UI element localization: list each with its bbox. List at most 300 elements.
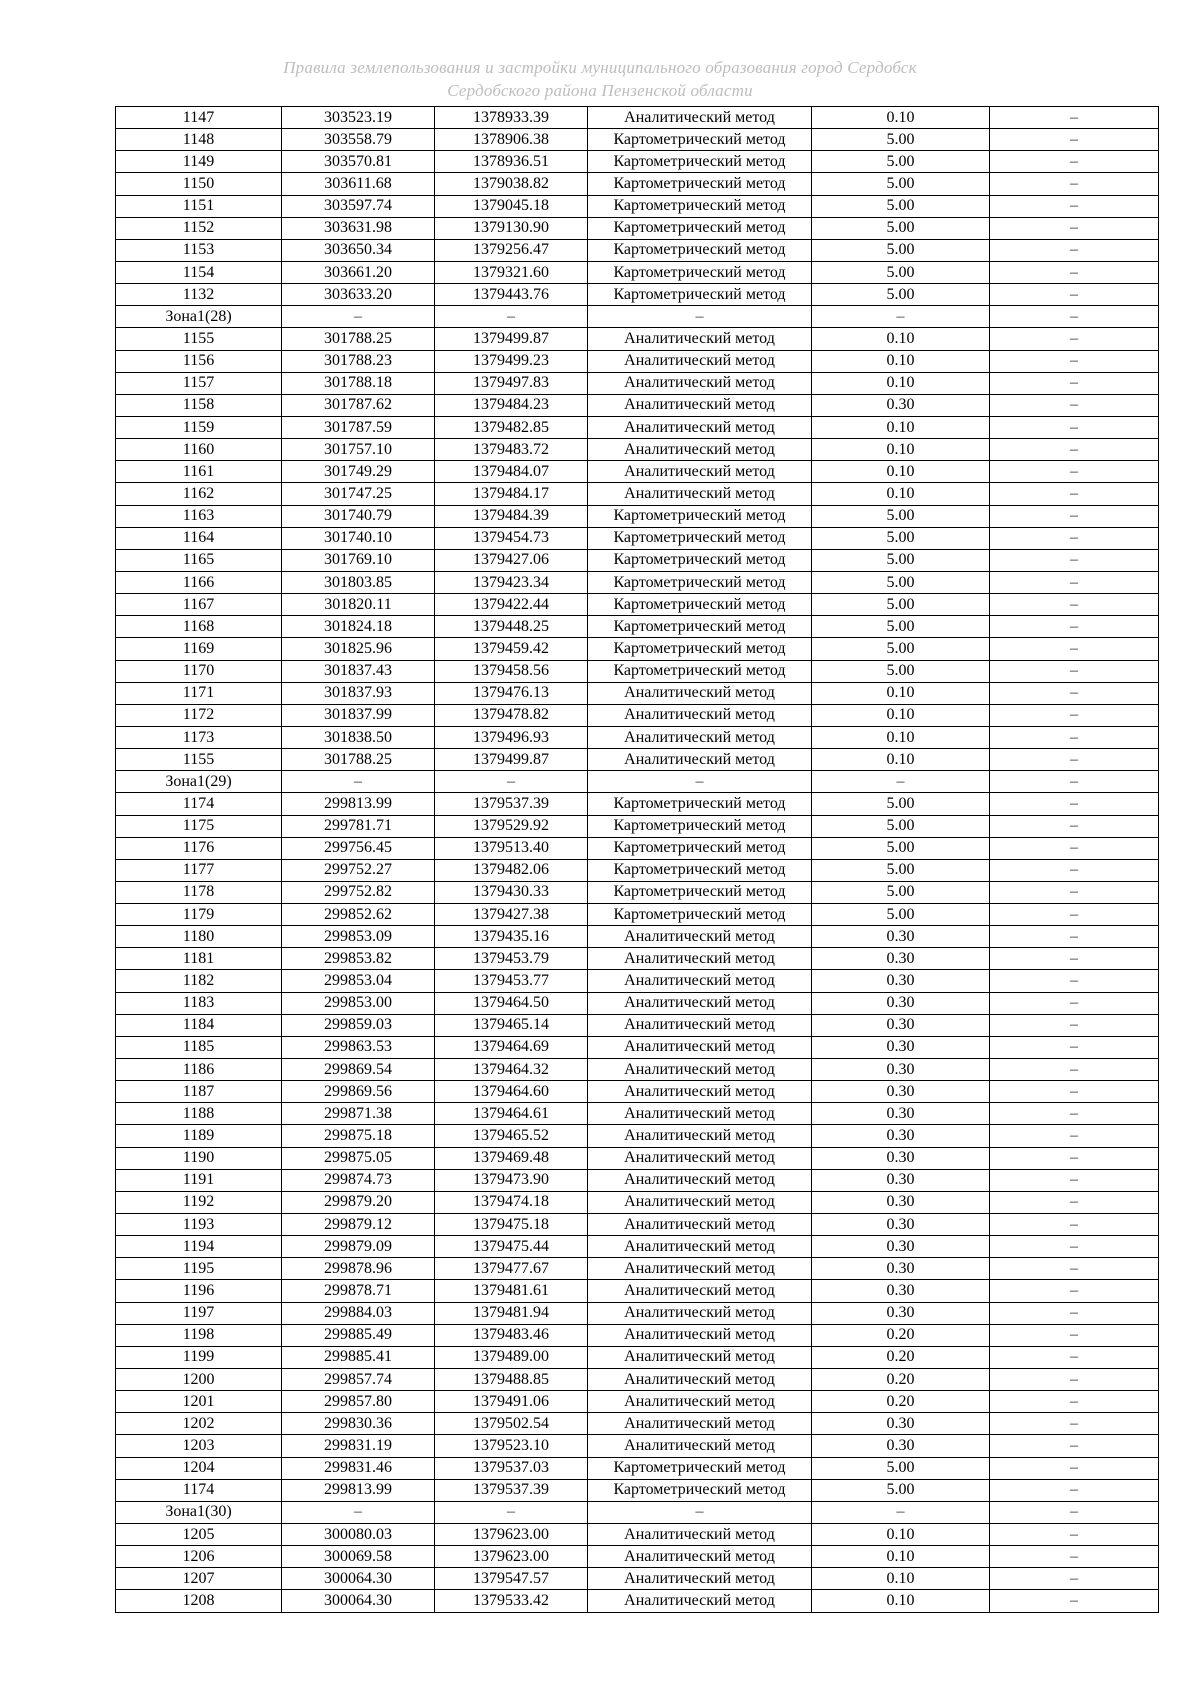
remark-cell: – [990,129,1159,151]
accuracy-cell: 0.20 [812,1369,990,1391]
method-cell: Аналитический метод [588,372,812,394]
accuracy-cell: 5.00 [812,638,990,660]
remark-cell: – [990,704,1159,726]
accuracy-cell: 0.10 [812,1546,990,1568]
table-row [116,1413,1159,1435]
y-coordinate-cell: 1379537.03 [435,1457,588,1479]
remark-cell: – [990,926,1159,948]
y-coordinate-cell: 1379496.93 [435,726,588,748]
method-cell: Картометрический метод [588,793,812,815]
accuracy-cell: 0.10 [812,1568,990,1590]
x-coordinate-cell: 299885.41 [282,1346,435,1368]
remark-cell: – [990,372,1159,394]
table-row [116,881,1159,903]
table-row [116,1214,1159,1236]
method-cell: – [588,771,812,793]
accuracy-cell: 5.00 [812,616,990,638]
x-coordinate-cell: 299752.82 [282,881,435,903]
accuracy-cell: 0.10 [812,461,990,483]
accuracy-cell: 0.10 [812,416,990,438]
table-row [116,793,1159,815]
y-coordinate-cell: 1379481.61 [435,1280,588,1302]
remark-cell: – [990,1413,1159,1435]
zone-header-row [116,1501,1159,1523]
method-cell: Аналитический метод [588,1147,812,1169]
method-cell: Аналитический метод [588,328,812,350]
table-row [116,107,1159,129]
point-number-cell: 1175 [116,815,282,837]
accuracy-cell: 0.10 [812,704,990,726]
x-coordinate-cell: 299857.80 [282,1391,435,1413]
table-row [116,926,1159,948]
accuracy-cell: 5.00 [812,261,990,283]
y-coordinate-cell: 1379459.42 [435,638,588,660]
accuracy-cell: 0.30 [812,1036,990,1058]
point-number-cell: 1192 [116,1191,282,1213]
table-row [116,549,1159,571]
method-cell: Аналитический метод [588,1302,812,1324]
accuracy-cell: 5.00 [812,837,990,859]
method-cell: Аналитический метод [588,1125,812,1147]
point-number-cell: 1181 [116,948,282,970]
method-cell: Картометрический метод [588,549,812,571]
y-coordinate-cell: 1379491.06 [435,1391,588,1413]
x-coordinate-cell: 299884.03 [282,1302,435,1324]
remark-cell: – [990,1059,1159,1081]
table-row [116,992,1159,1014]
accuracy-cell: 5.00 [812,1479,990,1501]
y-coordinate-cell: 1378936.51 [435,151,588,173]
remark-cell: – [990,1479,1159,1501]
x-coordinate-cell: 303570.81 [282,151,435,173]
remark-cell: – [990,350,1159,372]
x-coordinate-cell: 299853.09 [282,926,435,948]
accuracy-cell: 0.30 [812,1435,990,1457]
x-coordinate-cell: 301757.10 [282,439,435,461]
point-number-cell: 1204 [116,1457,282,1479]
y-coordinate-cell: 1379427.06 [435,549,588,571]
point-number-cell: 1149 [116,151,282,173]
method-cell: Картометрический метод [588,217,812,239]
accuracy-cell: 5.00 [812,904,990,926]
x-coordinate-cell: 301747.25 [282,483,435,505]
table-row [116,704,1159,726]
remark-cell: – [990,948,1159,970]
accuracy-cell: 0.30 [812,1236,990,1258]
x-coordinate-cell: 301824.18 [282,616,435,638]
method-cell: Аналитический метод [588,107,812,129]
remark-cell: – [990,173,1159,195]
y-coordinate-cell: 1379130.90 [435,217,588,239]
table-row [116,594,1159,616]
x-coordinate-cell: 303558.79 [282,129,435,151]
point-number-cell: 1174 [116,1479,282,1501]
y-coordinate-cell: – [435,1501,588,1523]
x-coordinate-cell: 301788.25 [282,749,435,771]
y-coordinate-cell: 1379483.72 [435,439,588,461]
y-coordinate-cell: 1379484.39 [435,505,588,527]
point-number-cell: 1132 [116,284,282,306]
point-number-cell: 1202 [116,1413,282,1435]
table-row [116,904,1159,926]
table-row [116,726,1159,748]
accuracy-cell: 0.30 [812,1191,990,1213]
table-row [116,859,1159,881]
remark-cell: – [990,1125,1159,1147]
remark-cell: – [990,726,1159,748]
method-cell: Аналитический метод [588,948,812,970]
method-cell: Картометрический метод [588,505,812,527]
y-coordinate-cell: 1379537.39 [435,793,588,815]
remark-cell: – [990,1590,1159,1612]
x-coordinate-cell: 299879.12 [282,1214,435,1236]
method-cell: Картометрический метод [588,1479,812,1501]
y-coordinate-cell: 1379453.79 [435,948,588,970]
remark-cell: – [990,660,1159,682]
y-coordinate-cell: 1379475.44 [435,1236,588,1258]
remark-cell: – [990,1280,1159,1302]
point-number-cell: 1187 [116,1081,282,1103]
method-cell: Аналитический метод [588,1258,812,1280]
table-row [116,815,1159,837]
table-row [116,1457,1159,1479]
accuracy-cell: 5.00 [812,594,990,616]
point-number-cell: 1165 [116,549,282,571]
accuracy-cell: 0.30 [812,1103,990,1125]
y-coordinate-cell: 1379427.38 [435,904,588,926]
point-number-cell: 1177 [116,859,282,881]
y-coordinate-cell: 1379482.85 [435,416,588,438]
x-coordinate-cell: 299831.46 [282,1457,435,1479]
remark-cell: – [990,1501,1159,1523]
x-coordinate-cell: 301749.29 [282,461,435,483]
x-coordinate-cell: 303650.34 [282,239,435,261]
remark-cell: – [990,505,1159,527]
method-cell: Аналитический метод [588,439,812,461]
remark-cell: – [990,1346,1159,1368]
x-coordinate-cell: 299875.18 [282,1125,435,1147]
method-cell: Аналитический метод [588,1590,812,1612]
x-coordinate-cell: 299853.00 [282,992,435,1014]
method-cell: Аналитический метод [588,1369,812,1391]
x-coordinate-cell: – [282,1501,435,1523]
y-coordinate-cell: 1379499.87 [435,328,588,350]
remark-cell: – [990,992,1159,1014]
remark-cell: – [990,306,1159,328]
point-number-cell: 1169 [116,638,282,660]
remark-cell: – [990,881,1159,903]
method-cell: Картометрический метод [588,195,812,217]
point-number-cell: 1201 [116,1391,282,1413]
y-coordinate-cell: 1379476.13 [435,682,588,704]
method-cell: Картометрический метод [588,594,812,616]
x-coordinate-cell: 303631.98 [282,217,435,239]
method-cell: – [588,306,812,328]
remark-cell: – [990,1147,1159,1169]
point-number-cell: 1152 [116,217,282,239]
point-number-cell: 1186 [116,1059,282,1081]
remark-cell: – [990,239,1159,261]
method-cell: Аналитический метод [588,1169,812,1191]
x-coordinate-cell: 299879.20 [282,1191,435,1213]
accuracy-cell: 0.10 [812,682,990,704]
x-coordinate-cell: 299863.53 [282,1036,435,1058]
x-coordinate-cell: 299853.82 [282,948,435,970]
x-coordinate-cell: 299756.45 [282,837,435,859]
x-coordinate-cell: 301825.96 [282,638,435,660]
method-cell: Аналитический метод [588,1524,812,1546]
accuracy-cell: 0.30 [812,394,990,416]
table-row [116,1036,1159,1058]
point-number-cell: 1180 [116,926,282,948]
remark-cell: – [990,970,1159,992]
remark-cell: – [990,815,1159,837]
table-row [116,217,1159,239]
remark-cell: – [990,1391,1159,1413]
y-coordinate-cell: 1379422.44 [435,594,588,616]
x-coordinate-cell: 299831.19 [282,1435,435,1457]
accuracy-cell: 0.30 [812,1258,990,1280]
zone-header-row [116,771,1159,793]
y-coordinate-cell: 1379481.94 [435,1302,588,1324]
table-row [116,1391,1159,1413]
remark-cell: – [990,1236,1159,1258]
point-number-cell: 1191 [116,1169,282,1191]
method-cell: Аналитический метод [588,350,812,372]
table-row [116,461,1159,483]
y-coordinate-cell: 1379435.16 [435,926,588,948]
y-coordinate-cell: 1379475.18 [435,1214,588,1236]
point-number-cell: 1179 [116,904,282,926]
remark-cell: – [990,1457,1159,1479]
point-number-cell: 1178 [116,881,282,903]
method-cell: Картометрический метод [588,239,812,261]
y-coordinate-cell: 1379513.40 [435,837,588,859]
remark-cell: – [990,483,1159,505]
accuracy-cell: 0.10 [812,749,990,771]
table-row [116,660,1159,682]
x-coordinate-cell: 303633.20 [282,284,435,306]
accuracy-cell: 0.30 [812,1081,990,1103]
accuracy-cell: 5.00 [812,881,990,903]
y-coordinate-cell: 1378906.38 [435,129,588,151]
point-number-cell: 1155 [116,749,282,771]
point-number-cell: 1150 [116,173,282,195]
remark-cell: – [990,527,1159,549]
accuracy-cell: 5.00 [812,173,990,195]
accuracy-cell: 0.10 [812,1524,990,1546]
remark-cell: – [990,1036,1159,1058]
remark-cell: – [990,1014,1159,1036]
remark-cell: – [990,549,1159,571]
table-row [116,1191,1159,1213]
x-coordinate-cell: 301820.11 [282,594,435,616]
point-number-cell: 1166 [116,571,282,593]
accuracy-cell: 5.00 [812,815,990,837]
point-number-cell: 1188 [116,1103,282,1125]
x-coordinate-cell: 301838.50 [282,726,435,748]
accuracy-cell: 0.30 [812,1059,990,1081]
accuracy-cell: 0.30 [812,992,990,1014]
method-cell: Аналитический метод [588,1546,812,1568]
y-coordinate-cell: 1379533.42 [435,1590,588,1612]
table-row [116,1014,1159,1036]
table-row [116,1280,1159,1302]
table-row [116,1059,1159,1081]
remark-cell: – [990,195,1159,217]
accuracy-cell: 5.00 [812,151,990,173]
x-coordinate-cell: 299875.05 [282,1147,435,1169]
method-cell: Картометрический метод [588,261,812,283]
table-row [116,151,1159,173]
x-coordinate-cell: 299813.99 [282,793,435,815]
point-number-cell: 1162 [116,483,282,505]
table-row [116,1169,1159,1191]
remark-cell: – [990,837,1159,859]
point-number-cell: 1195 [116,1258,282,1280]
point-number-cell: 1163 [116,505,282,527]
method-cell: Картометрический метод [588,151,812,173]
y-coordinate-cell: 1379430.33 [435,881,588,903]
y-coordinate-cell: 1378933.39 [435,107,588,129]
accuracy-cell: 0.30 [812,1014,990,1036]
x-coordinate-cell: 301740.79 [282,505,435,527]
remark-cell: – [990,261,1159,283]
remark-cell: – [990,394,1159,416]
table-row [116,372,1159,394]
point-number-cell: Зона1(28) [116,306,282,328]
table-row [116,948,1159,970]
remark-cell: – [990,904,1159,926]
y-coordinate-cell: 1379464.60 [435,1081,588,1103]
accuracy-cell: 5.00 [812,284,990,306]
table-row [116,682,1159,704]
accuracy-cell: – [812,306,990,328]
x-coordinate-cell: 299871.38 [282,1103,435,1125]
x-coordinate-cell: 303523.19 [282,107,435,129]
accuracy-cell: 5.00 [812,129,990,151]
y-coordinate-cell: 1379469.48 [435,1147,588,1169]
method-cell: Картометрический метод [588,881,812,903]
y-coordinate-cell: 1379623.00 [435,1524,588,1546]
y-coordinate-cell: 1379483.46 [435,1324,588,1346]
y-coordinate-cell: 1379484.07 [435,461,588,483]
remark-cell: – [990,217,1159,239]
remark-cell: – [990,638,1159,660]
accuracy-cell: 5.00 [812,195,990,217]
accuracy-cell: 0.10 [812,439,990,461]
y-coordinate-cell: 1379454.73 [435,527,588,549]
accuracy-cell: 0.20 [812,1391,990,1413]
table-row [116,1524,1159,1546]
table-row [116,1081,1159,1103]
remark-cell: – [990,682,1159,704]
x-coordinate-cell: 301803.85 [282,571,435,593]
x-coordinate-cell: 301788.18 [282,372,435,394]
x-coordinate-cell: 299869.56 [282,1081,435,1103]
point-number-cell: Зона1(30) [116,1501,282,1523]
accuracy-cell: 5.00 [812,239,990,261]
remark-cell: – [990,107,1159,129]
accuracy-cell: 0.20 [812,1346,990,1368]
table-row [116,970,1159,992]
point-number-cell: 1183 [116,992,282,1014]
table-row [116,394,1159,416]
accuracy-cell: – [812,771,990,793]
method-cell: Картометрический метод [588,815,812,837]
y-coordinate-cell: 1379478.82 [435,704,588,726]
table-row [116,638,1159,660]
x-coordinate-cell: – [282,771,435,793]
method-cell: Аналитический метод [588,1346,812,1368]
y-coordinate-cell: 1379464.32 [435,1059,588,1081]
x-coordinate-cell: 299857.74 [282,1369,435,1391]
remark-cell: – [990,1302,1159,1324]
y-coordinate-cell: 1379497.83 [435,372,588,394]
method-cell: Аналитический метод [588,1059,812,1081]
point-number-cell: 1208 [116,1590,282,1612]
point-number-cell: 1182 [116,970,282,992]
point-number-cell: 1194 [116,1236,282,1258]
table-row [116,1324,1159,1346]
table-row [116,1147,1159,1169]
method-cell: Аналитический метод [588,704,812,726]
point-number-cell: 1161 [116,461,282,483]
method-cell: Картометрический метод [588,527,812,549]
point-number-cell: 1154 [116,261,282,283]
remark-cell: – [990,1191,1159,1213]
x-coordinate-cell: 301837.43 [282,660,435,682]
method-cell: Аналитический метод [588,749,812,771]
point-number-cell: 1158 [116,394,282,416]
remark-cell: – [990,616,1159,638]
table-row [116,1103,1159,1125]
table-row [116,173,1159,195]
accuracy-cell: 0.30 [812,1302,990,1324]
header-line-1: Правила землепользования и застройки муниципального образования город Сердобск [283,58,917,77]
x-coordinate-cell: 303611.68 [282,173,435,195]
table-row [116,439,1159,461]
accuracy-cell: 5.00 [812,859,990,881]
x-coordinate-cell: 299859.03 [282,1014,435,1036]
point-number-cell: 1200 [116,1369,282,1391]
y-coordinate-cell: 1379045.18 [435,195,588,217]
table-row [116,1568,1159,1590]
method-cell: Аналитический метод [588,1391,812,1413]
accuracy-cell: 0.10 [812,483,990,505]
x-coordinate-cell: 300064.30 [282,1590,435,1612]
x-coordinate-cell: 300080.03 [282,1524,435,1546]
method-cell: Картометрический метод [588,837,812,859]
method-cell: Аналитический метод [588,394,812,416]
y-coordinate-cell: 1379537.39 [435,1479,588,1501]
x-coordinate-cell: 299752.27 [282,859,435,881]
accuracy-cell: 5.00 [812,571,990,593]
y-coordinate-cell: 1379502.54 [435,1413,588,1435]
x-coordinate-cell: 301837.99 [282,704,435,726]
table-row [116,1435,1159,1457]
table-row [116,350,1159,372]
method-cell: Аналитический метод [588,1081,812,1103]
remark-cell: – [990,771,1159,793]
method-cell: Аналитический метод [588,992,812,1014]
remark-cell: – [990,416,1159,438]
method-cell: Картометрический метод [588,129,812,151]
remark-cell: – [990,594,1159,616]
remark-cell: – [990,461,1159,483]
x-coordinate-cell: 301769.10 [282,549,435,571]
table-row [116,129,1159,151]
